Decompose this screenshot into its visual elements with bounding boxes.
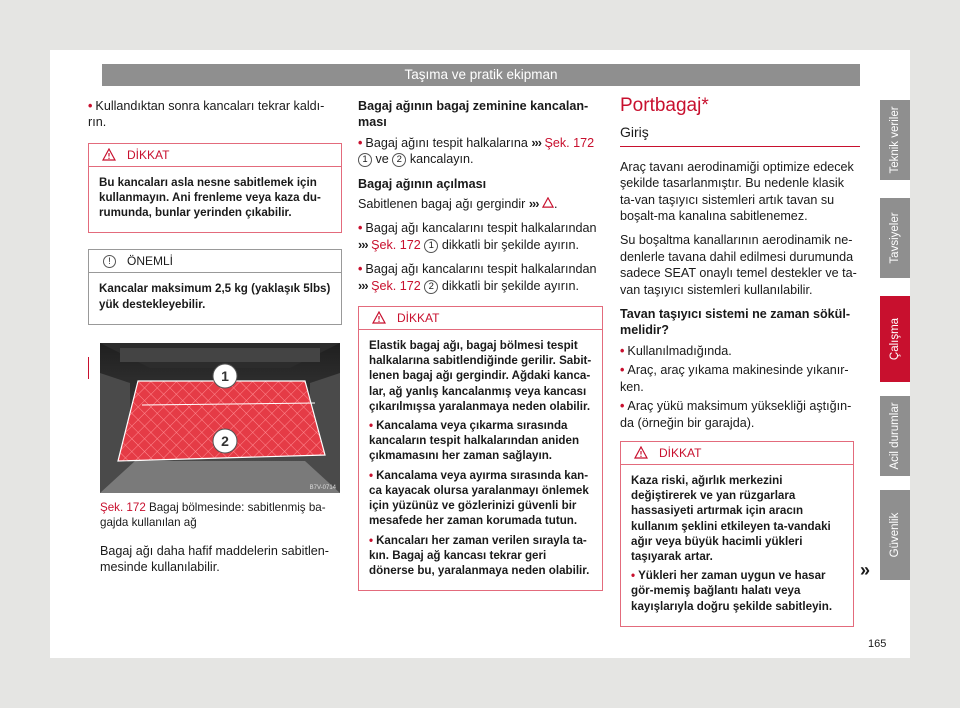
tab-guvenlik[interactable]: Güvenlik — [880, 490, 910, 580]
warning-box-header: DİKKAT — [359, 307, 602, 330]
page-number: 165 — [868, 638, 887, 650]
net-body-text: Bagaj ağı daha hafif maddelerin sabitlen-mesinde kullanılabilir. — [100, 544, 329, 575]
figure-caption: Şek. 172 Bagaj bölmesinde: sabitlenmiş ba-gajda kullanılan ağ — [100, 501, 326, 529]
notice-box-header: ! ÖNEMLİ — [89, 250, 341, 273]
section-title: Portbagaj* — [620, 95, 709, 116]
notice-box-body: Kancalar maksimum 2,5 kg (yaklaşık 5lbs) yük destekleyebilir. — [99, 282, 331, 311]
warning-box-header: DİKKAT — [621, 442, 853, 465]
svg-text:B7V-0714: B7V-0714 — [309, 485, 336, 491]
opening-heading: Bagaj ağının açılması — [358, 176, 487, 191]
subsection-heading: Giriş — [620, 124, 860, 146]
warning-box-body: Bu kancaları asla nesne sabitlemek için kullanmayın. Ani frenleme veya kaza du-rumunda, bunlar yerinden çıkabilir. — [99, 175, 321, 220]
opening-text: Sabitlenen bagaj ağı gergindir ››› . — [358, 197, 558, 212]
cargo-net-illustration — [100, 343, 340, 493]
tab-acil-durumlar[interactable]: Acil durumlar — [880, 396, 910, 476]
unhook-bullet-2: • Bagaj ağı kancalarını tespit halkalarından ››› Şek. 172 2 dikkatli bir şekilde ayırın. — [358, 262, 597, 293]
notice-box — [88, 249, 342, 324]
removal-heading: Tavan taşıyıcı sistemi ne zaman sökül-melidir? — [620, 307, 851, 338]
tab-tavsiyeler[interactable]: Tavsiyeler — [880, 198, 910, 278]
svg-text:1: 1 — [221, 368, 229, 384]
hooking-bullet: • Bagaj ağını tespit halkalarına ››› Şek. 172 1 ve 2 kancalayın. — [358, 135, 595, 167]
tab-teknik-veriler[interactable]: Teknik veriler — [880, 100, 910, 180]
warning-box-body: Kaza riski, ağırlık merkezini değiştirerek ve yan rüzgarlara hassasiyeti artırmak için aracın kullanım şeklini etkileyen ta-vandaki ağır veya büyük hacimli yükleri taşıyarak artar. • Yükleri her zaman uygun ve hasar gör-memiş bağlantı halatı veya kayışlarıyla doğru şekilde sabitleyin. — [631, 473, 833, 613]
figure-ref: Şek. 172 — [100, 501, 146, 514]
cargo-net-figure — [100, 343, 340, 493]
bullet-icon: • — [88, 99, 93, 113]
warning-box — [88, 143, 342, 234]
left-column — [88, 98, 342, 379]
warning-box — [358, 306, 603, 591]
warning-box-body: Elastik bagaj ağı, bagaj bölmesi tespit halkalarına sabitlendiğinde gerilir. Sabit-lenen bagaj ağı gergindir. Ağdaki kanca-lar, ağ yanlış kancalanmış veya kancası çıkarılmışsa yaralanmaya neden olabilir. • Kancalama veya çıkarma sırasında kancaların tespit halkalarından aniden çıkmamasını her zaman sağlayın. • Kancalama veya ayırma sırasında kan-ca kayacak olursa yaralanmayı önlemek için yüzünüz ve gözlerinizi güvenli bir mesafede her zaman korumada tutun. • Kancaları her zaman verilen sırayla ta-kın. Bagaj ağ kancası tekrar geri dönerse bu, yaralanmaya neden olabilir. — [369, 339, 592, 577]
warning-triangle-icon — [542, 197, 554, 208]
warning-triangle-icon — [102, 148, 116, 161]
svg-text:2: 2 — [221, 433, 229, 449]
warning-box-header: DİKKAT — [89, 144, 341, 167]
exclamation-circle-icon: ! — [103, 255, 116, 268]
page-header: Taşıma ve pratik ekipman — [102, 64, 860, 86]
unhook-bullet-1: • Bagaj ağı kancalarını tespit halkalarından ››› Şek. 172 1 dikkatli bir şekilde ayırın. — [358, 221, 597, 252]
warning-triangle-icon — [634, 446, 648, 459]
warning-triangle-icon — [372, 311, 386, 324]
middle-column — [358, 98, 603, 591]
tab-calisma[interactable]: Çalışma — [880, 296, 910, 382]
continue-mark[interactable]: » — [860, 560, 871, 580]
warning-box — [620, 441, 854, 627]
intro-bullet: • Kullandıktan sonra kancaları tekrar kaldı-rın. — [88, 99, 325, 130]
hooking-heading: Bagaj ağının bagaj zeminine kancalan-ması — [358, 99, 589, 130]
right-column: Portbagaj* Giriş Araç tavanı aerodinamiği optimize edecek şekilde tasarlanmıştır. Bu nedenle klasik ta-van taşıyıcı sistemleri artık tavan su boşalt-ma kanalına sabitlenemez. Su boşaltma kanallarının aerodinamik ne-denlerle tavana dahil edilmesi durumunda sadece SEAT onaylı temel destekler ve ta-van taşıyıcı sistemleri kullanılabilir. Tavan taşıyıcı sistemi ne zaman sökül-melidir? • Kullanılmadığında. • Araç, araç yıkama makinesinde yıkanır-ken. • Araç yükü maksimum yüksekliği aştığın-da (örneğin bir garajda). DİKKAT Kaza riski, ağırlık merkezini değiştirerek ve yan rüzgarlara hassasiyeti artırmak için aracın kullanım şeklini etkileyen ta-vandaki ağır veya büyük hacimli yükleri taşıyarak artar. • Yükleri her zaman uygun ve hasar gör-memiş bağlantı halatı veya kayışlarıyla doğru şekilde sabitleyin. — [620, 98, 860, 627]
